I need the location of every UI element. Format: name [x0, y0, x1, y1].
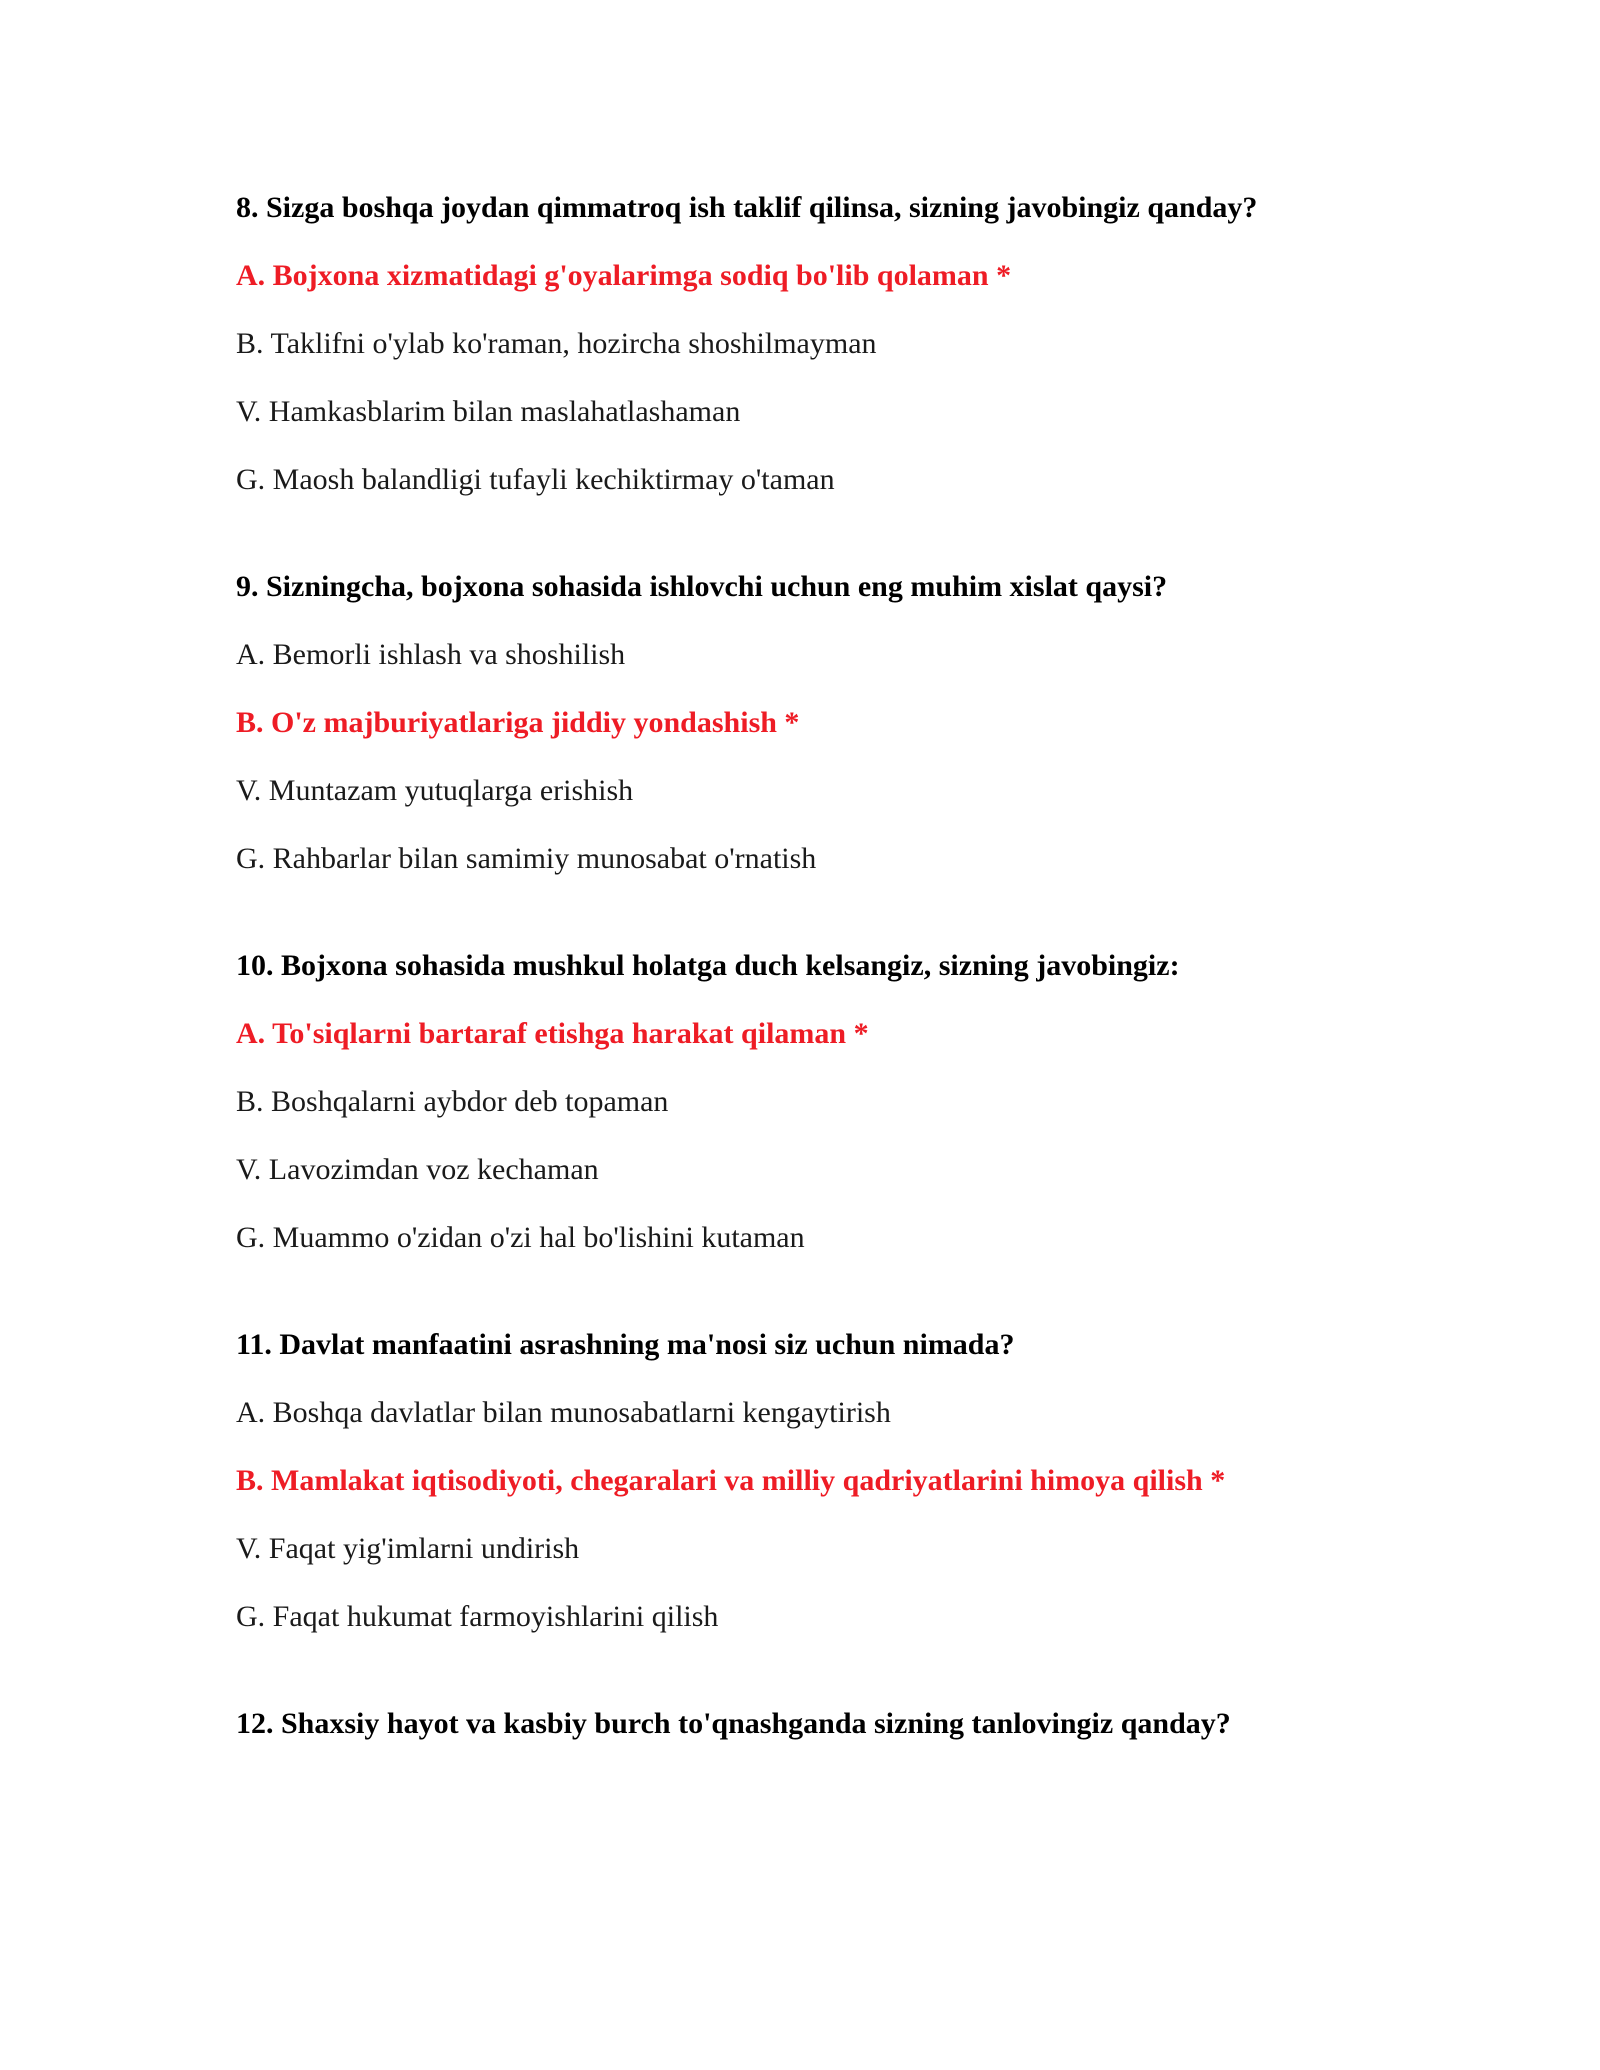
question-block: [236, 188, 1466, 500]
correct-answer-option: B. O'z majburiyatlariga jiddiy yondashish *: [236, 706, 800, 739]
correct-answer-option: A. Bojxona xizmatidagi g'oyalarimga sodiq bo'lib qolaman *: [236, 259, 1012, 292]
answer-option: G. Maosh balandligi tufayli kechiktirmay o'taman: [236, 463, 835, 496]
question-block: [236, 946, 1466, 1258]
answer-option: A. Boshqa davlatlar bilan munosabatlarni kengaytirish: [236, 1396, 891, 1429]
answer-option: B. Taklifni o'ylab ko'raman, hozircha shoshilmayman: [236, 327, 877, 360]
question-text: 9. Sizningcha, bojxona sohasida ishlovchi uchun eng muhim xislat qaysi?: [236, 570, 1168, 603]
question-text: 8. Sizga boshqa joydan qimmatroq ish taklif qilinsa, sizning javobingiz qanday?: [236, 191, 1258, 224]
correct-answer-option: B. Mamlakat iqtisodiyoti, chegaralari va milliy qadriyatlarini himoya qilish *: [236, 1464, 1226, 1497]
quiz-content: [236, 188, 1466, 1772]
question-text: 12. Shaxsiy hayot va kasbiy burch to'qnashganda sizning tanlovingiz qanday?: [236, 1707, 1231, 1740]
answer-option: G. Muammo o'zidan o'zi hal bo'lishini kutaman: [236, 1221, 805, 1254]
answer-option: B. Boshqalarni aybdor deb topaman: [236, 1085, 669, 1118]
answer-option: V. Lavozimdan voz kechaman: [236, 1153, 599, 1186]
answer-option: G. Rahbarlar bilan samimiy munosabat o'rnatish: [236, 842, 817, 875]
correct-answer-option: A. To'siqlarni bartaraf etishga harakat qilaman *: [236, 1017, 869, 1050]
answer-option: V. Faqat yig'imlarni undirish: [236, 1532, 580, 1565]
answer-option: A. Bemorli ishlash va shoshilish: [236, 638, 626, 671]
question-block: [236, 1325, 1466, 1637]
question-text: 10. Bojxona sohasida mushkul holatga duch kelsangiz, sizning javobingiz:: [236, 949, 1180, 982]
question-block: [236, 1704, 1466, 1744]
answer-option: V. Muntazam yutuqlarga erishish: [236, 774, 634, 807]
question-text: 11. Davlat manfaatini asrashning ma'nosi siz uchun nimada?: [236, 1328, 1015, 1361]
answer-option: V. Hamkasblarim bilan maslahatlashaman: [236, 395, 741, 428]
answer-option: G. Faqat hukumat farmoyishlarini qilish: [236, 1600, 719, 1633]
question-block: [236, 567, 1466, 879]
